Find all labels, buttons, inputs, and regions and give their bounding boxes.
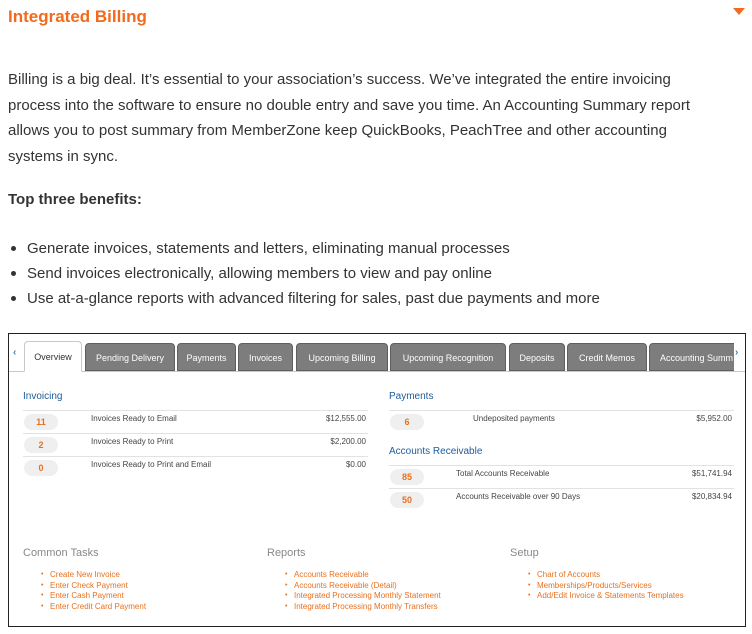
row-amount: $5,952.00 [696, 414, 732, 423]
tab-overview[interactable]: Overview [24, 341, 82, 372]
tab-pending-delivery[interactable]: Pending Delivery [85, 343, 175, 371]
tab-deposits[interactable]: Deposits [509, 343, 565, 371]
invoicing-row[interactable] [23, 433, 368, 455]
count-badge: 2 [24, 437, 58, 453]
count-badge: 50 [390, 492, 424, 508]
link-chart-of-accounts[interactable]: • Chart of Accounts [528, 570, 684, 581]
tab-credit-memos[interactable]: Credit Memos [567, 343, 647, 371]
row-amount: $0.00 [345, 460, 366, 469]
count-badge: 85 [390, 469, 424, 485]
common-tasks-title: Common Tasks [23, 547, 99, 559]
setup-title: Setup [510, 547, 539, 559]
benefit-item: Use at-a-glance reports with advanced filtering for sales, past due payments and more [8, 286, 600, 311]
benefit-item: Send invoices electronically, allowing members to view and pay online [8, 261, 600, 286]
reports-list [285, 570, 441, 613]
tab-upcoming-recognition[interactable]: Upcoming Recognition [390, 343, 506, 371]
payments-title: Payments [389, 391, 434, 402]
receivable-title: Accounts Receivable [389, 446, 483, 457]
row-amount: $20,834.94 [691, 492, 732, 501]
count-badge: 0 [24, 460, 58, 476]
setup-list [528, 570, 684, 602]
link-enter-check-payment[interactable]: • Enter Check Payment [41, 581, 146, 592]
receivable-row[interactable] [389, 488, 734, 510]
link-enter-credit-card-payment[interactable]: • Enter Credit Card Payment [41, 602, 146, 613]
link-enter-cash-payment[interactable]: • Enter Cash Payment [41, 591, 146, 602]
link-monthly-transfers[interactable]: • Integrated Processing Monthly Transfers [285, 602, 441, 613]
count-badge: 11 [24, 414, 58, 430]
common-tasks-list [41, 570, 146, 613]
tab-bar [9, 334, 745, 372]
link-accounts-receivable[interactable]: • Accounts Receivable [285, 570, 441, 581]
benefits-list [8, 236, 600, 311]
tab-list [24, 341, 734, 372]
receivable-row[interactable] [389, 465, 734, 487]
invoicing-row[interactable] [23, 456, 368, 478]
row-label: Invoices Ready to Print and Email [91, 460, 212, 469]
row-amount: $12,555.00 [325, 414, 366, 423]
section-title: Integrated Billing [8, 7, 147, 26]
chevron-left-icon[interactable]: ‹ [13, 347, 17, 358]
intro-paragraph: Billing is a big deal. It’s essential to your association’s success. We’ve integrated the entire invoicing process into the software to ensure no double entry and save you time. An Accounting Summary report allows you to post summary from MemberZone keep QuickBooks, PeachTree and other accounting systems in sync. [8, 71, 691, 165]
row-amount: $51,741.94 [691, 469, 732, 478]
tab-invoices[interactable]: Invoices [238, 343, 293, 371]
section-header[interactable] [0, 0, 752, 38]
row-label: Invoices Ready to Email [91, 414, 177, 423]
link-create-new-invoice[interactable]: • Create New Invoice [41, 570, 146, 581]
count-badge: 6 [390, 414, 424, 430]
link-invoice-statement-templates[interactable]: • Add/Edit Invoice & Statements Templates [528, 591, 684, 602]
link-monthly-statement[interactable]: • Integrated Processing Monthly Statement [285, 591, 441, 602]
row-label: Undeposited payments [473, 414, 555, 423]
tab-accounting-summary[interactable]: Accounting Summ [649, 343, 734, 371]
row-label: Invoices Ready to Print [91, 437, 174, 446]
link-memberships-products-services[interactable]: • Memberships/Products/Services [528, 581, 684, 592]
row-amount: $2,200.00 [330, 437, 366, 446]
benefits-heading: Top three benefits: [8, 191, 142, 208]
row-label: Accounts Receivable over 90 Days [456, 492, 581, 501]
link-accounts-receivable-detail[interactable]: • Accounts Receivable (Detail) [285, 581, 441, 592]
tab-upcoming-billing[interactable]: Upcoming Billing [296, 343, 388, 371]
payments-row[interactable] [389, 410, 734, 432]
invoicing-row[interactable] [23, 410, 368, 432]
chevron-down-icon[interactable] [733, 8, 745, 15]
chevron-right-icon[interactable]: › [735, 347, 739, 358]
reports-title: Reports [267, 547, 306, 559]
invoicing-title: Invoicing [23, 391, 63, 402]
benefit-item: Generate invoices, statements and letters, eliminating manual processes [8, 236, 600, 261]
tab-payments[interactable]: Payments [177, 343, 236, 371]
row-label: Total Accounts Receivable [456, 469, 550, 478]
billing-dashboard-screenshot [8, 333, 746, 627]
